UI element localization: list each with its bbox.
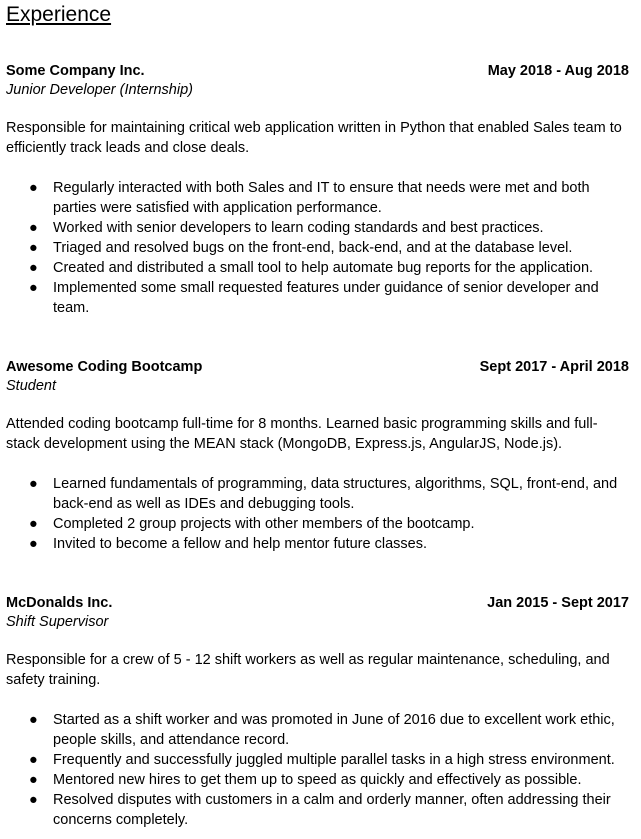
bullet-item [6, 750, 629, 770]
company-name: McDonalds Inc. [6, 595, 113, 611]
job-dates: Jan 2015 - Sept 2017 [487, 595, 629, 611]
bullet-item [6, 710, 629, 750]
bullet-text: Resolved disputes with customers in a calm and orderly manner, often addressing their concerns completely. [53, 792, 611, 828]
job-bullets [6, 710, 629, 830]
bullet-text: Frequently and successfully juggled multiple parallel tasks in a high stress environment. [53, 752, 615, 768]
bullet-item [6, 474, 629, 514]
bullet-icon: ● [29, 240, 38, 256]
job-entry [6, 594, 629, 830]
bullet-text: Started as a shift worker and was promoted in June of 2016 due to excellent work ethic, people skills, and attendance record. [53, 712, 615, 748]
company-name: Some Company Inc. [6, 63, 145, 79]
job-summary: Responsible for maintaining critical web application written in Python that enabled Sales team to efficiently track leads and close deals. [6, 120, 622, 156]
job-role: Student [6, 378, 56, 394]
bullet-icon: ● [29, 280, 38, 296]
bullet-item [6, 258, 629, 278]
bullet-text: Invited to become a fellow and help mentor future classes. [53, 536, 427, 552]
job-entry [6, 62, 629, 318]
job-header [6, 358, 629, 377]
bullet-icon: ● [29, 752, 38, 768]
bullet-text: Implemented some small requested features under guidance of senior developer and team. [53, 280, 599, 316]
bullet-icon: ● [29, 180, 38, 196]
bullet-item [6, 218, 629, 238]
bullet-icon: ● [29, 536, 38, 552]
bullet-text: Created and distributed a small tool to help automate bug reports for the application. [53, 260, 594, 276]
bullet-icon: ● [29, 516, 38, 532]
bullet-icon: ● [29, 712, 38, 728]
company-name: Awesome Coding Bootcamp [6, 359, 203, 375]
job-role: Junior Developer (Internship) [6, 82, 193, 98]
bullet-item [6, 178, 629, 218]
job-dates: Sept 2017 - April 2018 [479, 359, 629, 375]
job-bullets [6, 474, 629, 554]
bullet-text: Learned fundamentals of programming, data structures, algorithms, SQL, front-end, and back-end as well as IDEs and debugging tools. [53, 476, 618, 512]
bullet-item [6, 278, 629, 318]
bullet-icon: ● [29, 476, 38, 492]
bullet-text: Worked with senior developers to learn coding standards and best practices. [53, 220, 544, 236]
bullet-icon: ● [29, 772, 38, 788]
section-title: Experience [6, 3, 112, 26]
job-header [6, 62, 629, 81]
bullet-icon: ● [29, 792, 38, 808]
bullet-item [6, 238, 629, 258]
job-summary: Attended coding bootcamp full-time for 8 months. Learned basic programming skills and full-stack development using the MEAN stack (MongoDB, Express.js, AngularJS, Node.js). [6, 416, 598, 452]
bullet-text: Mentored new hires to get them up to speed as quickly and effectively as possible. [53, 772, 582, 788]
bullet-item [6, 514, 629, 534]
bullet-text: Completed 2 group projects with other members of the bootcamp. [53, 516, 475, 532]
bullet-item [6, 790, 629, 830]
job-dates: May 2018 - Aug 2018 [487, 63, 629, 79]
job-header [6, 594, 629, 613]
bullet-text: Regularly interacted with both Sales and IT to ensure that needs were met and both parties were satisfied with application performance. [53, 180, 590, 216]
job-entry [6, 358, 629, 554]
bullet-item [6, 770, 629, 790]
bullet-icon: ● [29, 220, 38, 236]
bullet-icon: ● [29, 260, 38, 276]
job-summary: Responsible for a crew of 5 - 12 shift workers as well as regular maintenance, scheduling, and safety training. [6, 652, 610, 688]
job-role: Shift Supervisor [6, 614, 109, 630]
job-bullets [6, 178, 629, 318]
bullet-item [6, 534, 629, 554]
bullet-text: Triaged and resolved bugs on the front-end, back-end, and at the database level. [53, 240, 573, 256]
